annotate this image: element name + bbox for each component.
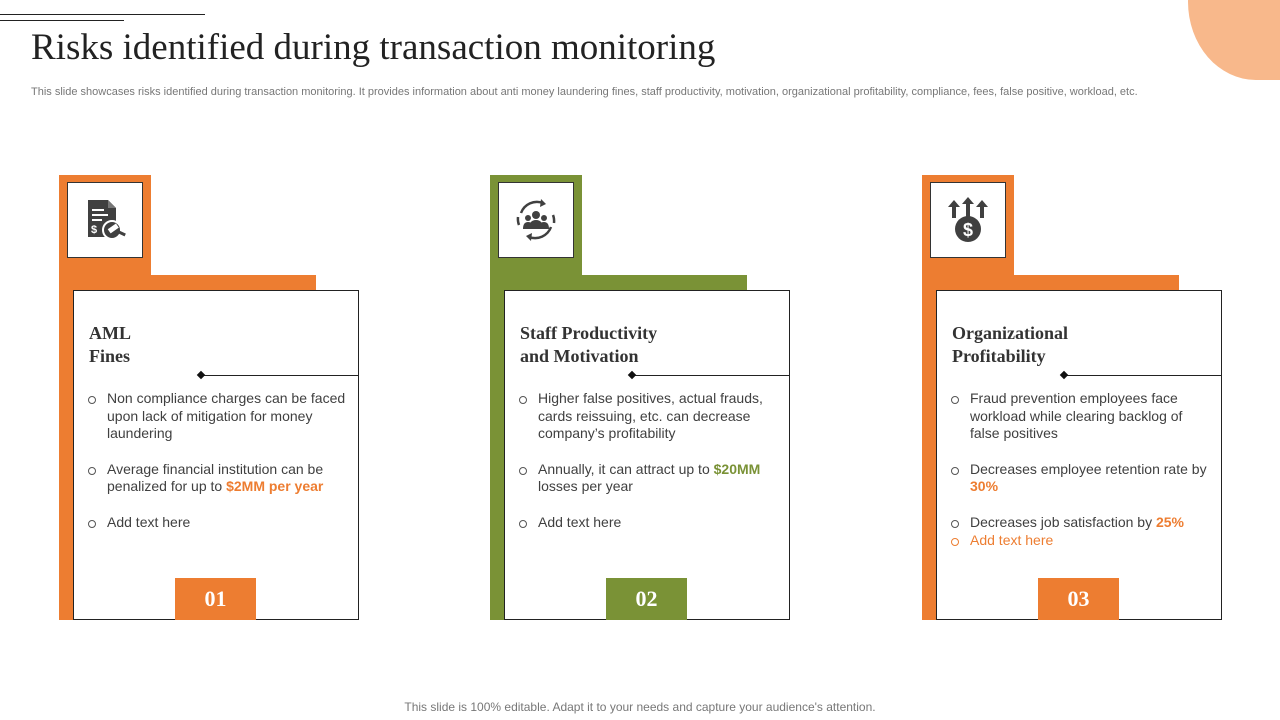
risk-card-organizational-profitability (922, 175, 1222, 620)
bullet-list (88, 390, 350, 549)
risk-card-aml-fines (59, 175, 359, 620)
list-item-placeholder[interactable]: Add text here (88, 514, 350, 532)
card-divider (633, 375, 790, 376)
page-title: Risks identified during transaction monitoring (31, 27, 716, 68)
svg-text:$: $ (962, 220, 974, 240)
page-subtitle: This slide showcases risks identified during transaction monitoring. It provides information about anti money laundering fines, staff productivity, motivation, organizational profitability, compliance, fees, false positive, workload, etc. (31, 86, 1138, 98)
divider-diamond (1060, 371, 1068, 379)
card-accent-side (922, 275, 936, 620)
card-panel (73, 290, 359, 620)
bullet-icon (951, 396, 959, 404)
card-icon-box (498, 182, 574, 258)
card-accent-side (59, 275, 73, 620)
card-accent-bar (59, 275, 316, 290)
highlight-value: $2MM per year (226, 478, 324, 494)
card-icon-box (930, 182, 1006, 258)
card-number-badge: 01 (175, 578, 256, 620)
list-item: Average financial institution can be penalized for up to $2MM per year (88, 461, 350, 496)
bullet-icon (88, 396, 96, 404)
list-item: Higher false positives, actual frauds, cards reissuing, etc. can decrease company’s profitability (519, 390, 781, 443)
card-accent-bar (490, 275, 747, 290)
legal-document-fine-icon (82, 197, 128, 243)
card-accent-bar (922, 275, 1179, 290)
top-decor-line-short (0, 20, 124, 21)
divider-diamond (197, 371, 205, 379)
list-item: Annually, it can attract up to $20MM losses per year (519, 461, 781, 496)
bullet-icon (519, 520, 527, 528)
list-item: Non compliance charges can be faced upon lack of mitigation for money laundering (88, 390, 350, 443)
card-panel (936, 290, 1222, 620)
highlight-value: $20MM (713, 460, 761, 477)
bullet-icon (88, 520, 96, 528)
card-title: Staff Productivity and Motivation (520, 323, 658, 366)
card-number-badge: 02 (606, 578, 687, 620)
list-item: Decreases employee retention rate by 30% (951, 461, 1213, 496)
bullet-icon (951, 538, 959, 546)
list-item: Fraud prevention employees face workload while clearing backlog of false positives (951, 390, 1213, 443)
highlight-value: 30% (970, 478, 999, 494)
risk-card-staff-productivity (490, 175, 790, 620)
svg-text:$: $ (91, 224, 98, 236)
bullet-icon (951, 520, 959, 528)
list-item-placeholder[interactable]: Add text here (951, 532, 1213, 550)
list-item: Decreases job satisfaction by 25% (951, 514, 1213, 532)
card-divider (1065, 375, 1222, 376)
bullet-icon (88, 467, 96, 475)
team-cycle-icon (511, 195, 561, 245)
bullet-icon (951, 467, 959, 475)
corner-decor-shape (1188, 0, 1280, 80)
top-decor-line (0, 14, 205, 15)
bullet-icon (519, 467, 527, 475)
card-title: Organizational Profitability (952, 323, 1068, 366)
divider-diamond (628, 371, 636, 379)
footer-note: This slide is 100% editable. Adapt it to your needs and capture your audience's attention. (404, 700, 876, 714)
bullet-list (519, 390, 781, 549)
card-number-badge: 03 (1038, 578, 1119, 620)
card-panel (504, 290, 790, 620)
card-icon-box (67, 182, 143, 258)
card-accent-side (490, 275, 504, 620)
bullet-icon (519, 396, 527, 404)
highlight-value: 25% (1155, 513, 1185, 530)
bullet-list (951, 390, 1213, 568)
card-title: AML Fines (89, 323, 131, 366)
dollar-growth-icon (946, 196, 990, 244)
card-divider (202, 375, 359, 376)
list-item-placeholder[interactable]: Add text here (519, 514, 781, 532)
